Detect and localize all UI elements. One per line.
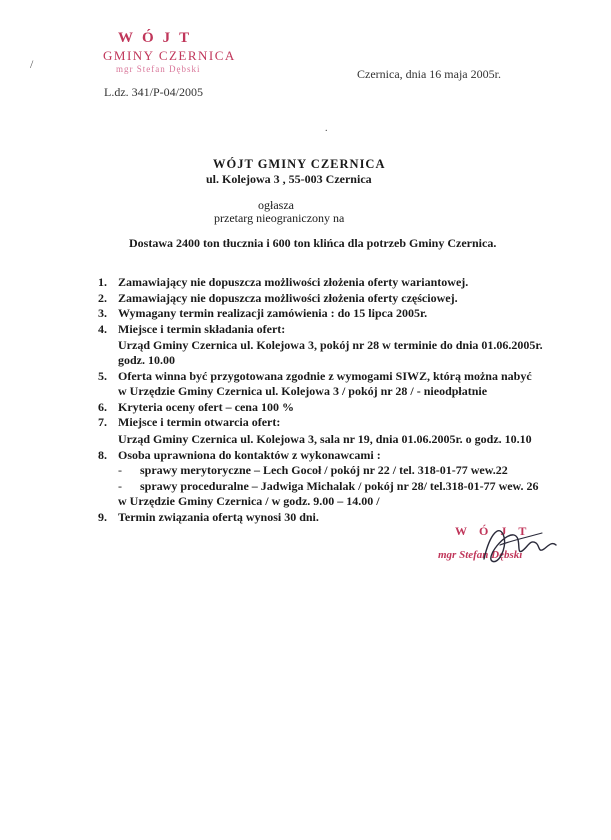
item-text: Kryteria oceny ofert – cena 100 % xyxy=(118,400,294,414)
item-number: 9. xyxy=(98,510,107,524)
handwritten-signature xyxy=(470,515,560,575)
item-text: godz. 10.00 xyxy=(118,353,175,367)
item-number: 3. xyxy=(98,306,107,320)
stamp-subtitle: GMINY CZERNICA xyxy=(103,48,236,63)
item-number: 6. xyxy=(98,400,107,414)
signature-stamp-name: mgr Stefan Dębski xyxy=(438,549,523,561)
item-number: 2. xyxy=(98,291,107,305)
contact-line: w Urzędzie Gminy Czernica / w godz. 9.00 – 14.00 / xyxy=(118,494,380,508)
issuer-heading: WÓJT GMINY CZERNICA xyxy=(213,157,386,171)
item-number: 4. xyxy=(98,322,107,336)
subject-text: Dostawa 2400 ton tłucznia i 600 ton klińca dla potrzeb Gminy Czernica. xyxy=(129,236,497,250)
item-text: Wymagany termin realizacji zamówienia : do 15 lipca 2005r. xyxy=(118,306,428,320)
item-text: w Urzędzie Gminy Czernica ul. Kolejowa 3 / pokój nr 28 / - nieodpłatnie xyxy=(118,384,488,398)
item-text: Urząd Gminy Czernica ul. Kolejowa 3, pokój nr 28 w terminie do dnia 01.06.2005r. xyxy=(118,338,543,352)
signature-stamp-title: WÓJT xyxy=(455,524,539,538)
issuer-address: ul. Kolejowa 3 , 55-003 Czernica xyxy=(206,172,372,186)
item-text: Termin związania ofertą wynosi 30 dni. xyxy=(118,510,319,524)
announces-text: ogłasza xyxy=(258,198,294,212)
item-number: 5. xyxy=(98,369,107,383)
item-text: Miejsce i termin otwarcia ofert: xyxy=(118,415,281,429)
stamp-title: WÓJT xyxy=(118,30,199,46)
item-text: Osoba uprawniona do kontaktów z wykonawcami : xyxy=(118,448,381,462)
reference-number: L.dz. 341/P-04/2005 xyxy=(104,85,203,99)
margin-mark: / xyxy=(30,57,34,71)
item-text: Miejsce i termin składania ofert: xyxy=(118,322,286,336)
procedure-text: przetarg nieograniczony na xyxy=(214,211,345,225)
bullet-dash: - xyxy=(118,479,122,493)
place-and-date: Czernica, dnia 16 maja 2005r. xyxy=(357,67,501,81)
contact-line: sprawy merytoryczne – Lech Gocoł / pokój nr 22 / tel. 318-01-77 wew.22 xyxy=(140,463,508,477)
stamp-name: mgr Stefan Dębski xyxy=(116,64,201,74)
item-number: 1. xyxy=(98,275,107,289)
item-number: 7. xyxy=(98,415,107,429)
contact-line: sprawy proceduralne – Jadwiga Michalak / pokój nr 28/ tel.318-01-77 wew. 26 xyxy=(140,479,539,493)
item-text: Zamawiający nie dopuszcza możliwości złożenia oferty częściowej. xyxy=(118,291,458,305)
item-text: Zamawiający nie dopuszcza możliwości złożenia oferty wariantowej. xyxy=(118,275,469,289)
item-text: Oferta winna być przygotowana zgodnie z wymogami SIWZ, którą można nabyć xyxy=(118,369,532,383)
item-number: 8. xyxy=(98,448,107,462)
dot-mark: . xyxy=(325,123,328,134)
item-text: Urząd Gminy Czernica ul. Kolejowa 3, sala nr 19, dnia 01.06.2005r. o godz. 10.10 xyxy=(118,432,532,446)
bullet-dash: - xyxy=(118,463,122,477)
